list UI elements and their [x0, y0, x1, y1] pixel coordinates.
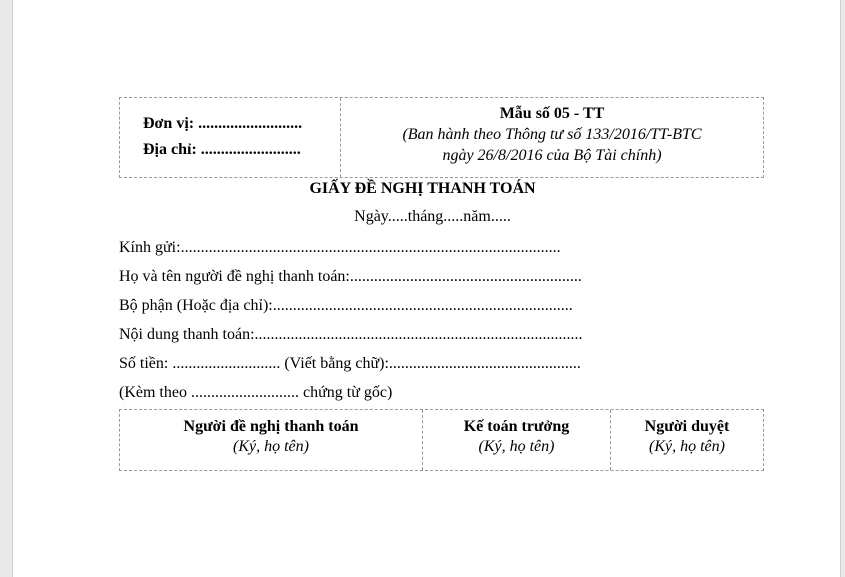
signature-table [119, 409, 764, 471]
header-right-cell [341, 98, 763, 177]
signature-note: (Ký, họ tên) [478, 438, 555, 455]
field-department: Bộ phận (Hoặc địa chỉ):........................................................................... [119, 297, 573, 314]
signature-role: Người đề nghị thanh toán [183, 418, 359, 435]
field-content: Nội dung thanh toán:.................................................................................. [119, 326, 583, 343]
signature-note: (Ký, họ tên) [649, 438, 725, 455]
header-left-cell [120, 98, 341, 177]
header-table [119, 97, 764, 178]
field-requester: Họ và tên người đề nghị thanh toán:.......................................................... [119, 268, 582, 285]
form-number: Mẫu số 05 - TT [499, 105, 605, 122]
date-line: Ngày.....tháng.....năm..... [354, 208, 511, 225]
field-amount: Số tiền: ........................... (Viết bằng chữ):................................................ [119, 355, 581, 372]
signature-role: Kế toán trưởng [463, 418, 570, 435]
page-left-margin [0, 0, 13, 577]
issued-line-2: ngày 26/8/2016 của Bộ Tài chính) [442, 147, 662, 164]
signature-cell-chief-accountant [422, 410, 610, 470]
address-line: Địa chỉ: ......................... [143, 141, 301, 158]
signature-cell-approver [610, 410, 763, 470]
field-attachments: (Kèm theo ........................... chứng từ gốc) [119, 384, 393, 401]
unit-line: Đơn vị: .......................... [143, 115, 303, 132]
issued-line-1: (Ban hành theo Thông tư số 133/2016/TT-BTC [402, 126, 702, 143]
page-right-margin [840, 0, 845, 577]
document-title: GIẤY ĐỀ NGHỊ THANH TOÁN [309, 180, 536, 197]
signature-role: Người duyệt [644, 418, 730, 435]
field-recipient: Kính gửi:............................................................................................... [119, 239, 561, 256]
signature-cell-requester [120, 410, 422, 470]
signature-note: (Ký, họ tên) [233, 438, 309, 455]
